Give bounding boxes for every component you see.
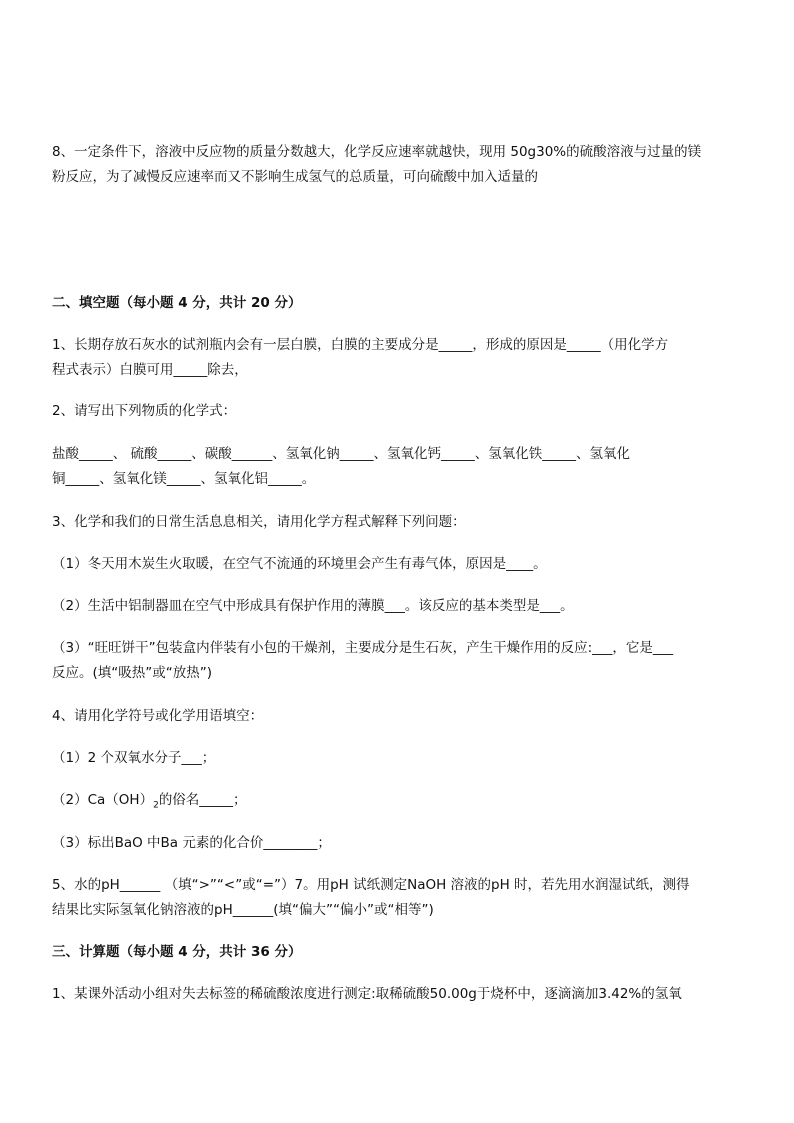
- f4-part2-formula: （2）Ca（OH）: [52, 792, 154, 808]
- section3-title: 三、计算题（每小题 4 分，共计 36 分）: [52, 944, 302, 960]
- f4-part1: （1）2 个双氧水分子___；: [52, 750, 216, 766]
- section2-title: 二、填空题（每小题 4 分，共计 20 分）: [52, 295, 302, 311]
- c1-line1: 1、某课外活动小组对失去标签的稀硫酸浓度进行测定:取稀硫酸50.00g于烧杯中，逐滴滴加3.42%的氢氧: [52, 986, 682, 1002]
- f4-part3: （3）标出BaO 中Ba 元素的化合价________；: [52, 835, 331, 851]
- f4-part2: [52, 788, 747, 812]
- f2-line1: 盐酸_____、 硫酸_____、碳酸______、氢氧化钠_____、氢氧化钙_____、氢氧化铁_____、氢氧化: [52, 446, 631, 462]
- f3-part2: （2）生活中铝制器皿在空气中形成具有保护作用的薄膜___。该反应的基本类型是___。: [52, 598, 574, 614]
- q8-stem-line2: 粉反应，为了减慢反应速率而又不影响生成氢气的总质量，可向硫酸中加入适量的: [52, 169, 538, 185]
- f4-part2-rest: 的俗名_____；: [158, 792, 247, 808]
- f1-line2: 程式表示）白膜可用_____除去，: [52, 362, 248, 378]
- f3-title: 3、化学和我们的日常生活息息相关，请用化学方程式解释下列问题：: [52, 514, 466, 530]
- f3-part3-line2: 反应。(填“吸热”或“放热”): [52, 665, 213, 681]
- f4-part2-subscript: 2: [153, 800, 159, 811]
- f4-title: 4、请用化学符号或化学用语填空：: [52, 708, 264, 724]
- q8-stem-line1: 8、一定条件下，溶液中反应物的质量分数越大，化学反应速率就越快，现用 50g30%的硫酸溶液与过量的镁: [52, 144, 702, 160]
- f2-title: 2、请写出下列物质的化学式：: [52, 403, 237, 419]
- f5-line2: 结果比实际氢氧化钠溶液的pH______(填“偏大”“偏小”或“相等”): [52, 902, 434, 918]
- f2-line2: 铜_____、氢氧化镁_____、氢氧化铝_____。: [52, 471, 316, 487]
- f1-line1: 1、长期存放石灰水的试剂瓶内会有一层白膜，白膜的主要成分是_____，形成的原因是_____（用化学方: [52, 337, 669, 353]
- f3-part3-line1: （3）“旺旺饼干”包装盒内伴装有小包的干燥剂，主要成分是生石灰，产生干燥作用的反应:___，它是___: [52, 640, 674, 656]
- f3-part1: （1）冬天用木炭生火取暖，在空气不流通的环境里会产生有毒气体，原因是____。: [52, 556, 547, 572]
- f5-line1: 5、水的pH______ （填“>”“<”或“=”）7。用pH 试纸测定NaOH 溶液的pH 时，若先用水润湿试纸，测得: [52, 877, 690, 893]
